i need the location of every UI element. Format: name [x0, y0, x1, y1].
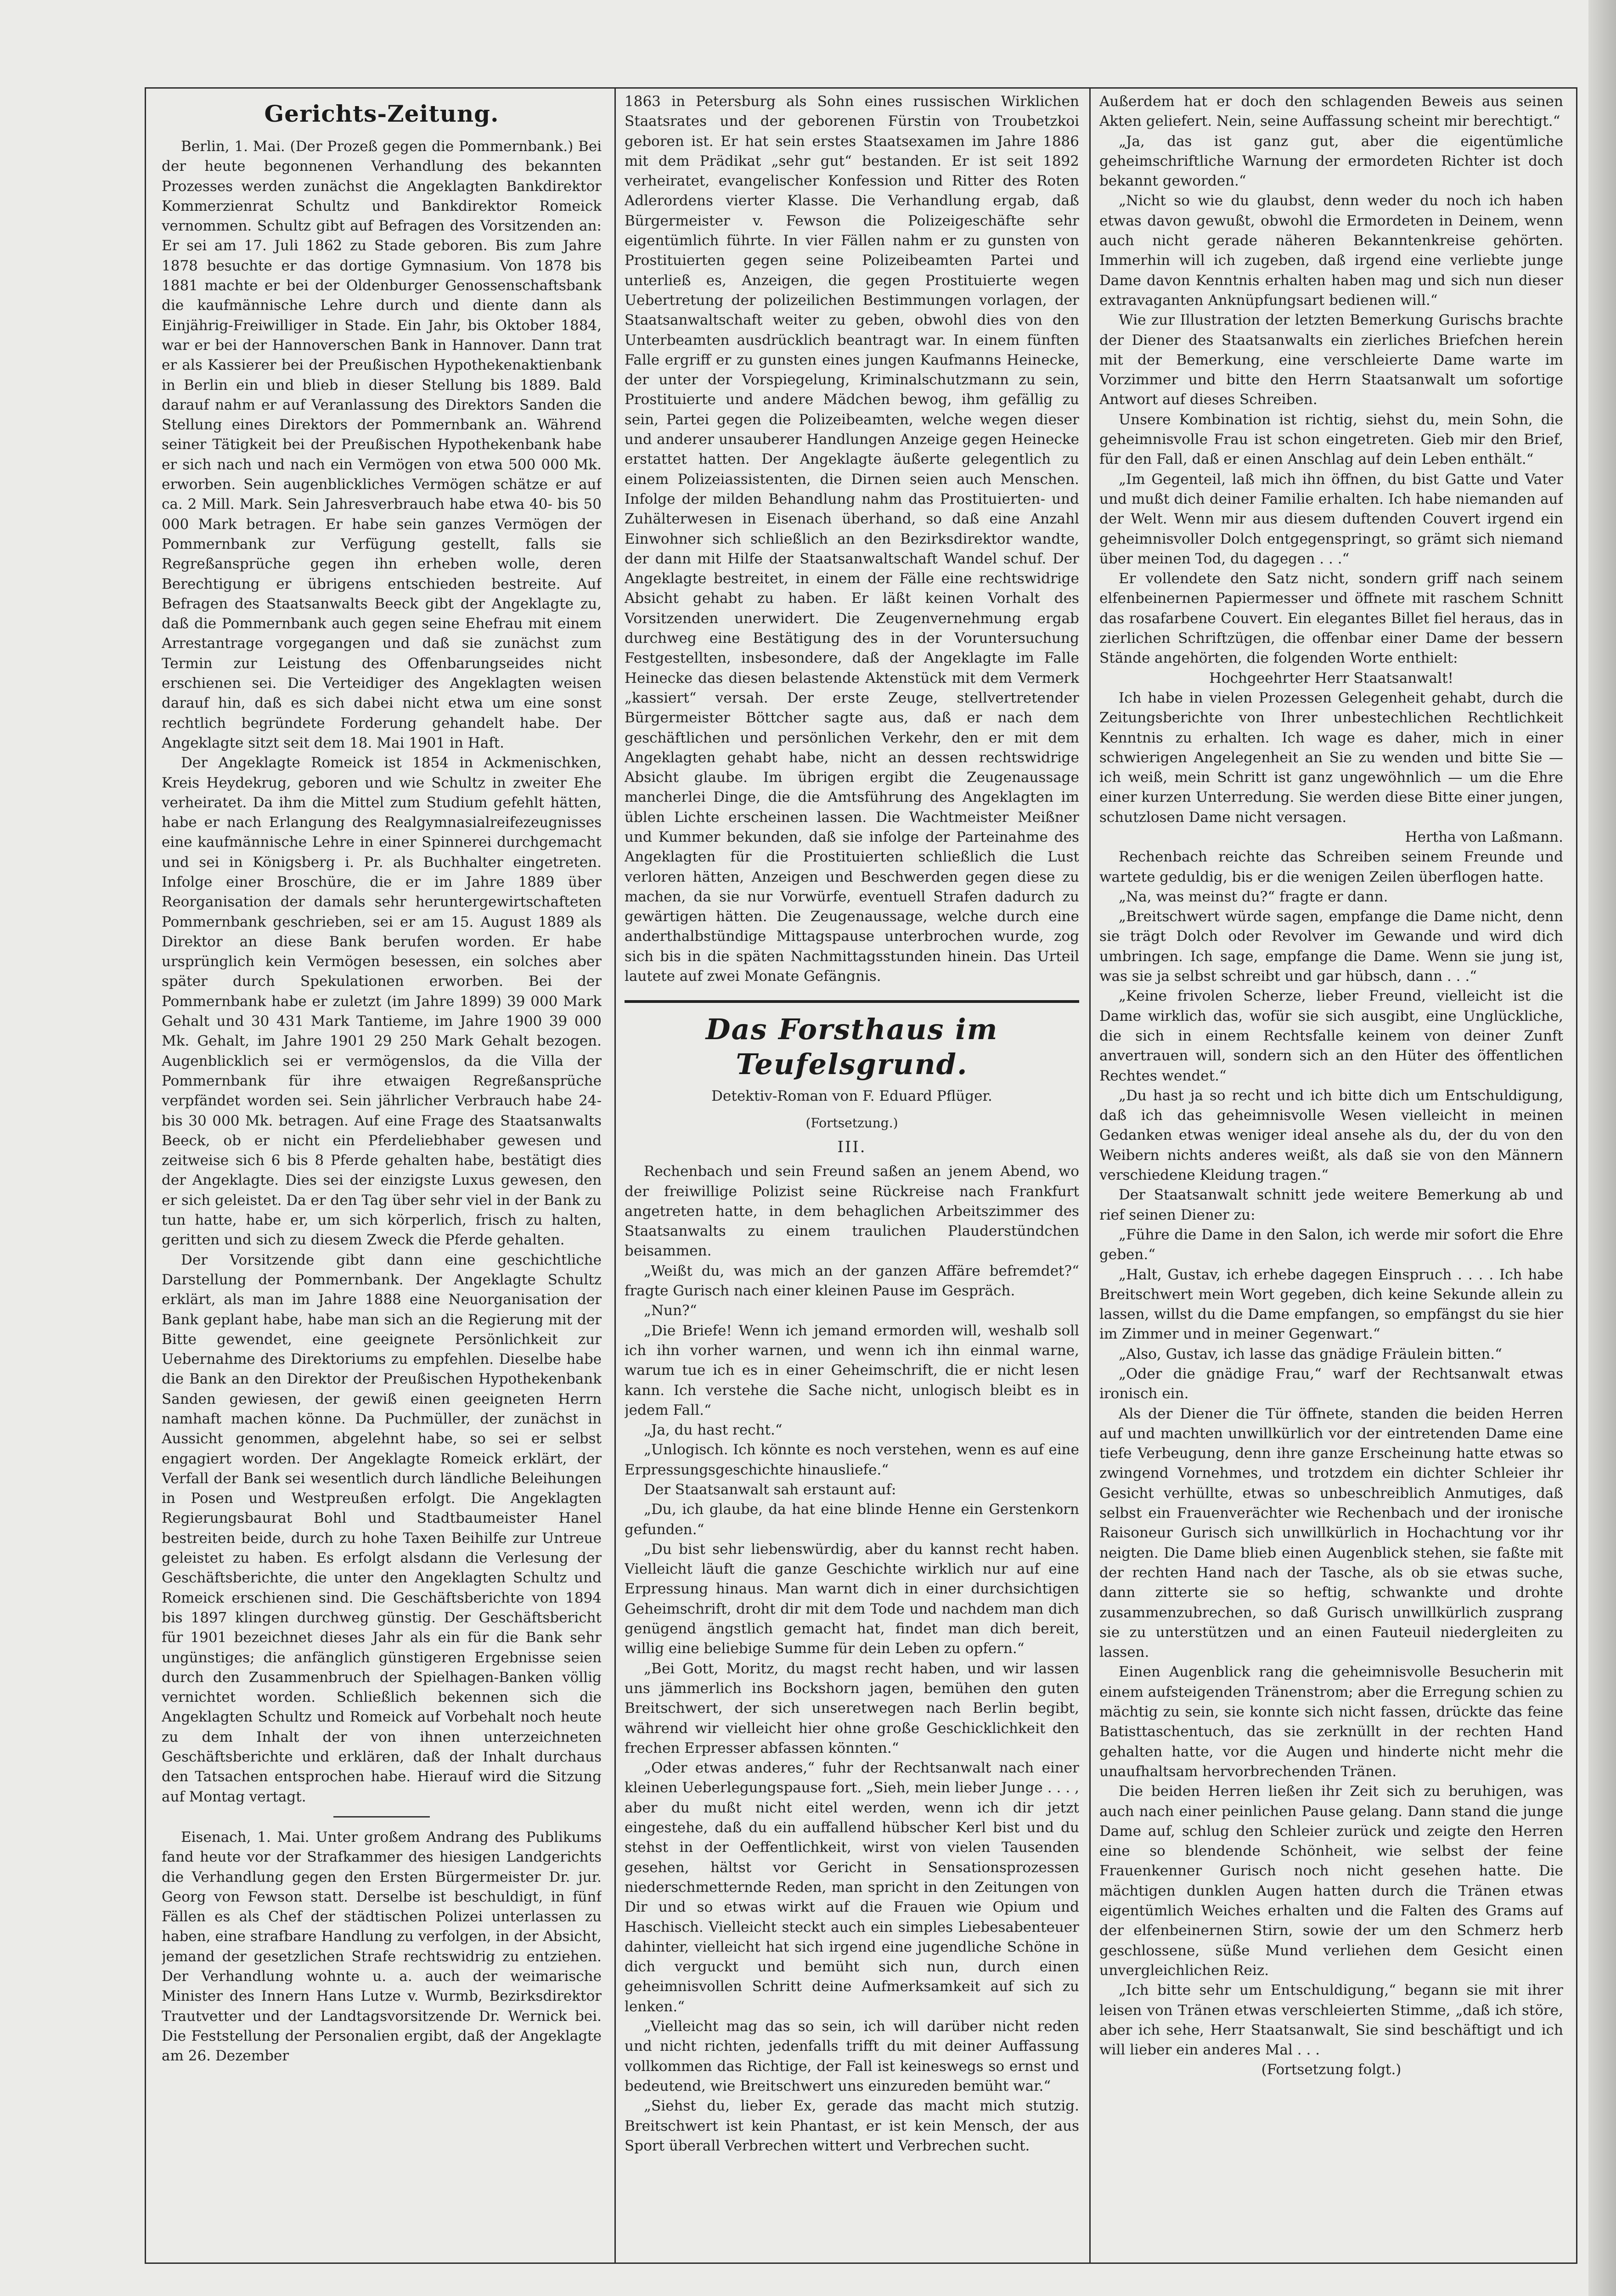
letter-salutation: Hochgeehrter Herr Staatsanwalt! — [1209, 670, 1453, 687]
story-paragraph: Wie zur Illustration der letzten Bemerkung Gurischs brachte der Diener des Staatsanwalts ein zierliches Briefchen herein mit der Bemerkung, eine verschleierte Dame warte im Vorzimmer und bitte den Herrn Staatsanwalt um sofortige Antwort auf dieses Schreiben. — [1099, 312, 1563, 408]
story-paragraph: Rechenbach und sein Freund saßen an jenem Abend, wo der freiwillige Polizist seine Rückreise nach Frankfurt angetreten hatte, in dem behaglichen Arbeitszimmer des Staatsanwalts zu einem traulichen Plauderstündchen beisammen. — [625, 1163, 1079, 1260]
story-paragraph: „Na, was meinst du?“ fragte er dann. — [1119, 888, 1388, 905]
story-paragraph: „Ja, du hast recht.“ — [644, 1422, 783, 1439]
article-berlin-history: Der Vorsitzende gibt dann eine geschichtliche Darstellung der Pommernbank. Der Angeklagte Schultz erklärt, als man im Jahre 1888 eine Neuorganisation der Bank geplant habe, habe man sich an die Regierung mit der Bitte gewendet, eine geeignete Persönlichkeit zur Uebernahme des Direktoriums zu empfehlen. Dieselbe habe die Bank an den Direktor der Preußischen Hypothekenbank Sanden gewiesen, der gewiß einen geeigneten Herrn namhaft machen könne. Da Puchmüller, der zunächst in Aussicht genommen, abgelehnt habe, so sei er selbst engagiert worden. Der Angeklagte Romeick erklärt, der Verfall der Bank sei wesentlich durch ländliche Beleihungen in Posen und Westpreußen erfolgt. Die Angeklagten Regierungsbaurat Bohl und Stadtbaumeister Hanel bestreiten beide, durch zu hohe Taxen Beihilfe zur Untreue geleistet zu haben. Es erfolgt alsdann die Verlesung der Geschäftsberichte, die unter den Angeklagten Schultz und Romeick erschienen sind. Die Geschäftsberichte von 1894 bis 1897 klingen durchweg günstig. Der Geschäftsbericht für 1901 bezeichnet dieses Jahr als ein für die Bank sehr ungünstiges; die anfänglich günstigeren Ergebnisse seien durch den Zusammenbruch der Spielhagen-Banken völlig vernichtet worden. Schließlich bekennen sich die Angeklagten Schultz und Romeick auf Vorbehalt noch heute zu dem Inhalt der von ihnen unterzeichneten Geschäftsberichte und erklären, daß der Inhalt durchaus den Tatsachen entsprochen habe. Hierauf wird die Sitzung auf Montag vertagt. — [162, 1251, 602, 1805]
story-paragraph: „Vielleicht mag das so sein, ich will darüber nicht reden und nicht richten, jedenfalls trifft du mit deiner Auffassung vollkommen das Richtige, der Fall ist keineswegs so ernst und bedeutend, wie Breitschwert uns einzureden bemüht war.“ — [625, 2018, 1079, 2094]
serial-top-rule — [625, 1000, 1079, 1003]
story-paragraph: „Breitschwert würde sagen, empfange die Dame nicht, denn sie trägt Dolch oder Revolver im Gewande und wird dich umbringen. Ich sage, empfange die Dame. Wenn sie jung ist, was sie ja selbst schreibt und gar hübsch, dann . . .“ — [1099, 908, 1563, 985]
story-paragraph: Rechenbach reichte das Schreiben seinem Freunde und wartete geduldig, bis er die wenigen Zeilen überflogen hatte. — [1099, 849, 1563, 885]
story-paragraph: „Also, Gustav, ich lasse das gnädige Fräulein bitten.“ — [1119, 1345, 1502, 1362]
article-separator — [333, 1816, 430, 1818]
story-paragraph: „Keine frivolen Scherze, lieber Freund, vielleicht ist die Dame wirklich das, wofür sie sich ausgibt, eine Unglückliche, die sich in einem Rechtsfalle keinem von deiner Zunft anvertrauen will, sondern sich an den Hüter des öffentlichen Rechtes wendet.“ — [1099, 988, 1563, 1084]
story-paragraph: „Unlogisch. Ich könnte es noch verstehen, wenn es auf eine Erpressungsgeschichte hinausliefe.“ — [625, 1441, 1079, 1478]
serial-title: Das Forsthaus im Teufelsgrund. — [705, 1013, 998, 1081]
continuation-footer: (Fortsetzung folgt.) — [1261, 2061, 1402, 2078]
letter-body: Ich habe in vielen Prozessen Gelegenheit gehabt, durch die Zeitungsberichte von Ihrer unbestechlichen Rechtlichkeit Kenntnis zu erhalten. Ich wage es daher, mich in einer schwierigen Angelegenheit an Sie zu wenden und bitte Sie — ich weiß, mein Schritt ist ganz ungewöhnlich — um die Ehre einer kurzen Unterredung. Sie werden diese Bitte einer jungen, schutzlosen Dame nicht versagen. — [1099, 689, 1563, 826]
story-paragraph: „Du bist sehr liebenswürdig, aber du kannst recht haben. Vielleicht läuft die ganze Geschichte wirklich nur auf eine Erpressung hinaus. Man warnt dich in einer durchsichtigen Geheimschrift, droht dir mit dem Tode und nachdem man dich genügend ängstlich gemacht hat, findet man dich bereit, willig eine beliebige Summe für dein Leben zu opfern.“ — [625, 1541, 1079, 1657]
serial-continuation-note: (Fortsetzung.) — [805, 1115, 898, 1131]
story-paragraph: „Die Briefe! Wenn ich jemand ermorden will, weshalb soll ich ihn vorher warnen, und wenn ich ihn einmal warne, warum tue ich es in einer Geheimschrift, die er nicht lesen kann. Ich verstehe die Sache nicht, unlogisch bleibt es in jedem Fall.“ — [625, 1322, 1079, 1418]
story-paragraph: Unsere Kombination ist richtig, siehst du, mein Sohn, die geheimnisvolle Frau ist schon eingetreten. Gieb mir den Brief, für den Fall, daß er einen Anschlag auf dein Leben enthält.“ — [1099, 411, 1563, 468]
column-rule-2 — [1089, 87, 1091, 2264]
story-paragraph: „Oder die gnädige Frau,“ warf der Rechtsanwalt etwas ironisch ein. — [1099, 1366, 1563, 1402]
story-paragraph: Der Staatsanwalt sah erstaunt auf: — [644, 1481, 896, 1498]
story-paragraph: Der Staatsanwalt schnitt jede weitere Bemerkung ab und rief seinen Diener zu: — [1099, 1187, 1563, 1223]
column-middle — [625, 92, 1079, 2269]
story-paragraph: „Bei Gott, Moritz, du magst recht haben, und wir lassen uns jämmerlich ins Bockshorn jagen, bemühen den guten Breitschwert, der sich unseretwegen nach Berlin begibt, während wir vielleicht hier ohne große Geschicklichkeit den frechen Erpresser abfassen könnten.“ — [625, 1660, 1079, 1756]
story-paragraph: Die beiden Herren ließen ihr Zeit sich zu beruhigen, was auch nach einer peinlichen Pause gelang. Dann stand die junge Dame auf, schlug den Schleier zurück und zeigte den Herren eine so blendende Schönheit, wie selbst der feine Frauenkenner Gurisch noch nicht gesehen hatte. Die mächtigen dunklen Augen hatten durch die Tränen etwas eigentümlich Weiches erhalten und die Falten des Grams auf der elfenbeinernen Stirn, sowie der um den Schmerz herb geschlossene, süße Mund verliehen dem Gesicht einen unvergleichlichen Reiz. — [1099, 1783, 1563, 1979]
story-paragraph: „Oder etwas anderes,“ fuhr der Rechtsanwalt nach einer kleinen Ueberlegungspause fort. „Sieh, mein lieber Junge . . . , aber du mußt nicht eitel werden, wenn ich dir jetzt eingestehe, daß du ein auffallend hübscher Kerl bist und du stehst in der Oeffentlichkeit, wirst von vielen Tausenden gesehen, hältst vor Gericht in Sensationsprozessen niederschmetternde Reden, man spricht in den Zeitungen von Dir und so etwas wirkt auf die Frauen wie Opium und Haschisch. Vielleicht steckt auch ein simples Liebesabenteuer dahinter, vielleicht hat sich irgend eine jugendliche Schöne in dich verguckt und bemüht sich nun, durch einen geheimnisvollen Schritt deine Aufmerksamkeit auf sich zu lenken.“ — [625, 1760, 1079, 2015]
chapter-number: III. — [837, 1137, 867, 1156]
story-paragraph: „Nun?“ — [644, 1302, 697, 1319]
letter-signature: Hertha von Laßmann. — [1405, 828, 1563, 845]
column-court-news — [162, 92, 602, 2269]
story-paragraph: „Du, ich glaube, da hat eine blinde Henne ein Gerstenkorn gefunden.“ — [625, 1501, 1079, 1538]
story-paragraph: Einen Augenblick rang die geheimnisvolle Besucherin mit einem aufsteigenden Tränenstrom; aber die Erregung schien zu mächtig zu sein, sie konnte sich nicht fassen, drückte das feine Batisttaschentuch, das sie zerknüllt in der rechten Hand gehalten hatte, vor die Augen und hinderte nicht mehr die unaufhaltsam hervorbrechenden Tränen. — [1099, 1664, 1563, 1780]
story-paragraph: „Nicht so wie du glaubst, denn weder du noch ich haben etwas davon gewußt, obwohl die Ermordeten in Deinem, wenn auch nicht gerade näheren Bekanntenkreise gehörten. Immerhin will ich zugeben, daß irgend eine verliebte junge Dame davon Kenntnis erhalten haben mag und sich nun dieser extravaganten Anknüpfungsart bedienen will.“ — [1099, 192, 1563, 309]
story-paragraph: „Halt, Gustav, ich erhebe dagegen Einspruch . . . . Ich habe Breitschwert mein Wort gegeben, dich keine Sekunde allein zu lassen, willst du die Dame empfangen, so empfängst du sie hier im Zimmer und in meiner Gegenwart.“ — [1099, 1266, 1563, 1343]
story-paragraph: Er vollendete den Satz nicht, sondern griff nach seinem elfenbeinernen Papiermesser und öffnete mit raschem Schnitt das rosafarbene Couvert. Ein elegantes Billet fiel heraus, das in zierlichen Schriftzügen, die offenbar einer Dame der bessern Stände angehörten, die folgenden Worte enthielt: — [1099, 570, 1563, 667]
story-paragraph: „Im Gegenteil, laß mich ihn öffnen, du bist Gatte und Vater und mußt dich deiner Familie erhalten. Ich habe niemanden auf der Welt. Wenn mir aus diesem duftenden Couvert irgend ein geheimnisvoller Dolch entgegenspringt, so grämt sich niemand über meinen Tod, du dagegen . . .“ — [1099, 471, 1563, 567]
story-paragraph: „Ich bitte sehr um Entschuldigung,“ begann sie mit ihrer leisen von Tränen etwas verschleierten Stimme, „daß ich störe, aber ich sehe, Herr Staatsanwalt, Sie sind beschäftigt und ich will lieber ein anderes Mal . . . — [1099, 1982, 1563, 2059]
story-paragraph: „Siehst du, lieber Ex, gerade das macht mich stutzig. Breitschwert ist kein Phantast, er ist kein Mensch, der aus Sport überall Verbrechen wittert und Verbrechen sucht. — [625, 2098, 1079, 2154]
article-eisenach: Eisenach, 1. Mai. Unter großem Andrang des Publikums fand heute vor der Strafkammer des hiesigen Landgerichts die Verhandlung gegen den Ersten Bürgermeister Dr. jur. Georg von Fewson statt. Derselbe ist beschuldigt, in fünf Fällen es als Chef der städtischen Polizei unterlassen zu haben, eine strafbare Handlung zu verfolgen, in der Absicht, jemand der gesetzlichen Strafe rechtswidrig zu entziehen. Der Verhandlung wohnte u. a. auch der weimarische Minister des Innern Hans Lutze v. Wurmb, Bezirksdirektor Trautvetter und der Landtagsvorsitzende Dr. Wernick bei. Die Feststellung der Personalien ergibt, daß der Angeklagte am 26. Dezember — [162, 1829, 602, 2065]
column-right — [1099, 92, 1563, 2269]
page-edge — [1588, 0, 1616, 2296]
article-berlin-romeick: Der Angeklagte Romeick ist 1854 in Ackmenischken, Kreis Heydekrug, geboren und wie Schultz in zweiter Ehe verheiratet. Da ihm die Mittel zum Studium gefehlt hätten, habe er nach Erlangung des Realgymnasialreifezeugnisses eine kaufmännische Lehre in einer Spinnerei durchgemacht und sei in Königsberg i. Pr. als Buchhalter eingetreten. Infolge einer Broschüre, die er im Jahre 1889 über Reorganisation der damals sehr heruntergewirtschafteten Pommernbank geschrieben, sei er am 15. August 1889 als Direktor an diese Bank berufen worden. Er habe ursprünglich kein Vermögen besessen, ein solches aber später durch Spekulationen erworben. Bei der Pommernbank habe er zuletzt (im Jahre 1899) 39 000 Mark Gehalt und 30 431 Mark Tantieme, im Jahre 1900 39 000 Mk. Gehalt, im Jahre 1901 29 250 Mark Gehalt bezogen. Augenblicklich sei er vermögenslos, da die Villa der Pommernbank für ihre etwaigen Regreßansprüche verpfändet worden sei. Sein jährlicher Verbrauch habe 24- bis 30 000 Mk. betragen. Auf eine Frage des Staatsanwalts Beeck, ob er nicht ein Pferdeliebhaber gewesen und zeitweise sich 6 bis 8 Pferde gehalten habe, bestätigt dies der Angeklagte. Dies sei der einzigste Luxus gewesen, den er sich geleistet. Da er den Tag über sehr viel in der Bank zu tun hatte, habe er, um sich körperlich, frisch zu halten, geritten und sich zu diesem Zweck die Pferde gehalten. — [162, 754, 602, 1249]
article-eisenach-continued: 1863 in Petersburg als Sohn eines russischen Wirklichen Staatsrates und der geborenen Fürstin von Troubetzkoi geboren ist. Er hat sein erstes Staatsexamen im Jahre 1886 mit dem Prädikat „sehr gut“ bestanden. Er ist seit 1892 verheiratet, evangelischer Konfession und Ritter des Roten Adlerordens vierter Klasse. Die Verhandlung ergab, daß Bürgermeister v. Fewson die Polizeigeschäfte sehr eigentümlich führte. In vier Fällen nahm er zu gunsten von Prostituierten gegen seine Polizeibeamten Partei und unterließ es, Anzeigen, die gegen Prostituierte wegen Uebertretung der polizeilichen Bestimmungen vorlagen, der Staatsanwaltschaft weiter zu geben, obwohl dies von den Unterbeamten ausdrücklich beantragt war. In einem fünften Falle ergriff er zu gunsten eines jungen Kaufmanns Heinecke, der unter der Vorspiegelung, Kriminalschutzmann zu sein, Prostituierte und andere Mädchen bewog, ihm gefällig zu sein, Partei gegen die Polizeibeamten, welche wegen dieser und anderer unsauberer Handlungen Anzeige gegen Heinecke erstattet hatten. Der Angeklagte äußerte gelegentlich zu einem Polizeiassistenten, die Dirnen seien auch Menschen. Infolge der milden Behandlung nahm das Prostituierten- und Zuhälterwesen in Eisenach überhand, so daß eine Anzahl Einwohner sich schließlich an den Bezirksdirektor wandte, der dann mit Hilfe der Staatsanwaltschaft Wandel schuf. Der Angeklagte bestreitet, in einem der Fälle eine rechtswidrige Absicht gehabt zu haben. Er läßt keinen Vorhalt des Vorsitzenden unerwidert. Die Zeugenvernehmung ergab durchweg eine Bestätigung des in der Voruntersuchung Festgestellten, insbesondere, daß der Angeklagte im Falle Heinecke das diesen belastende Aktenstück mit dem Vermerk „kassiert“ versah. Der erste Zeuge, stellvertretender Bürgermeister Böttcher sagte aus, daß er nach dem geschäftlichen und persönlichen Verkehr, den er mit dem Angeklagten gehabt habe, nicht an dessen rechtswidrige Absicht glaube. Im übrigen ergibt die Zeugenaussage mancherlei Dinge, die die Amtsführung des Angeklagten im üblen Lichte erscheinen lassen. Die Wachtmeister Meißner und Kummer bekunden, daß sie infolge der Parteinahme des Angeklagten für die Prostituierten schließlich die Lust verloren hätten, Anzeigen und Beschwerden gegen diese zu machen, da sie nur Vorwürfe, eventuell Strafen dadurch zu gewärtigen hätten. Die Zeugenaussage, welche durch eine anderthalbstündige Mittagspause unterbrochen wurde, zog sich bis in die späten Nachmittagsstunden hinein. Das Urteil lautete auf zwei Monate Gefängnis. — [625, 93, 1079, 985]
section-heading-gerichts-zeitung: Gerichts-Zeitung. — [264, 100, 499, 127]
story-paragraph: „Führe die Dame in den Salon, ich werde mir sofort die Ehre geben.“ — [1099, 1226, 1563, 1263]
serial-byline: Detektiv-Roman von F. Eduard Pflüger. — [711, 1088, 992, 1105]
story-paragraph: Als der Diener die Tür öffnete, standen die beiden Herren auf und machten unwillkürlich vor der eintretenden Dame eine tiefe Verbeugung, denn ihre ganze Erscheinung hatte etwas so zwingend Vornehmes, und trotzdem ein dichter Schleier ihr Gesicht verhüllte, etwas so unbeschreiblich Anmutiges, daß selbst ein Frauenverächter wie Rechenbach und der ironische Raisoneur Gurisch sich unwillkürlich in Hochachtung vor ihr neigten. Die Dame blieb einen Augenblick stehen, sie faßte mit der rechten Hand nach der Tasche, als ob sie etwas suche, dann zitterte sie so heftig, schwankte und drohte zusammenzubrechen, so daß Gurisch unwillkürlich zusprang sie zu unterstützen und an einen Fauteuil niedergleiten zu lassen. — [1099, 1405, 1563, 1661]
column-rule-1 — [614, 87, 616, 2264]
article-berlin: Berlin, 1. Mai. (Der Prozeß gegen die Pommernbank.) Bei der heute begonnenen Verhandlung des bekannten Prozesses werden zunächst die Angeklagten Bankdirektor Kommerzienrat Schultz und Bankdirektor Romeick vernommen. Schultz gibt auf Befragen des Vorsitzenden an: Er sei am 17. Juli 1862 zu Stade geboren. Bis zum Jahre 1878 besuchte er das dortige Gymnasium. Von 1878 bis 1881 machte er bei der Oldenburger Genossenschaftsbank die kaufmännische Lehre durch und diente dann als Einjährig-Freiwilliger in Stade. Ein Jahr, bis Oktober 1884, war er bei der Hannoverschen Bank in Hannover. Dann trat er als Kassierer bei der Preußischen Hypothekenaktienbank in Berlin ein und blieb in dieser Stellung bis 1889. Bald darauf nahm er auf Veranlassung des Direktors Sanden die Stellung eines Direktors der Pommernbank an. Während seiner Tätigkeit bei der Preußischen Hypothekenbank habe er sich nach und nach ein Vermögen von etwa 500 000 Mk. erworben. Sein augenblickliches Vermögen schätze er auf ca. 2 Mill. Mark. Sein Jahresverbrauch habe etwa 40- bis 50 000 Mark betragen. Er habe sein ganzes Vermögen der Pommernbank zur Verfügung gestellt, falls sie Regreßansprüche gegen ihn erheben wolle, deren Berechtigung er übrigens entschieden bestreite. Auf Befragen des Staatsanwalts Beeck gibt der Angeklagte zu, daß die Pommernbank auch gegen seine Ehefrau mit einem Arrestantrage vorgegangen und daß sie zunächst zum Termin zur Leistung des Offenbarungseides nicht erschienen sei. Die Verteidiger des Angeklagten weisen darauf hin, daß es sich dabei nicht etwa um eine sonst rechtlich begründete Forderung gehandelt habe. Der Angeklagte sitzt seit dem 18. Mai 1901 in Haft. — [162, 138, 602, 751]
story-paragraph: „Du hast ja so recht und ich bitte dich um Entschuldigung, daß ich das geheimnisvolle Wesen vielleicht in meinen Gedanken etwas weniger ideal ansehe als du, der du von den Weibern nichts anderes weißt, als daß sie von den Männern verschiedene Kleidung tragen.“ — [1099, 1087, 1563, 1184]
story-paragraph: „Ja, das ist ganz gut, aber die eigentümliche geheimschriftliche Warnung der ermordeten Richter ist doch bekannt geworden.“ — [1099, 133, 1563, 190]
story-paragraph: Außerdem hat er doch den schlagenden Beweis aus seinen Akten geliefert. Nein, seine Auffassung scheint mir berechtigt.“ — [1099, 93, 1563, 130]
story-paragraph: „Weißt du, was mich an der ganzen Affäre befremdet?“ fragte Gurisch nach einer kleinen Pause im Gespräch. — [625, 1262, 1079, 1300]
